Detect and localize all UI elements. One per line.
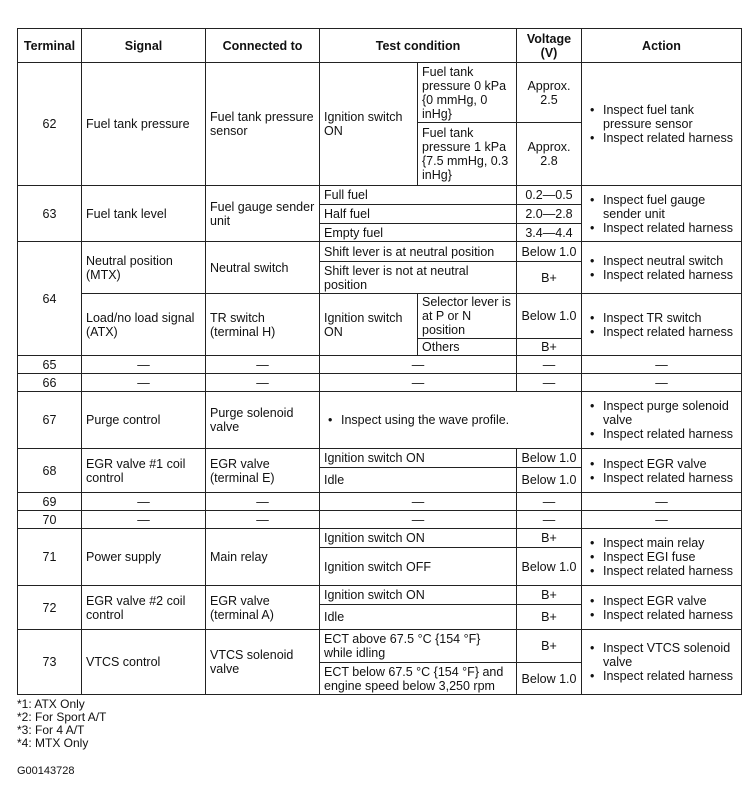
condition-cell: Ignition switch OFF [320, 548, 517, 586]
table-row [18, 392, 742, 449]
action-item: • Inspect fuel gauge sender unit [603, 193, 737, 221]
action-cell [582, 392, 742, 449]
table-row [18, 63, 742, 123]
voltage-cell: Below 1.0 [517, 663, 582, 695]
terminal-cell: 62 [18, 63, 82, 186]
voltage-cell: — [517, 356, 582, 374]
condition-cell: — [320, 493, 517, 511]
table-row [18, 493, 742, 511]
voltage-cell: Below 1.0 [517, 242, 582, 262]
condition-cell: Full fuel [320, 186, 517, 205]
action-cell [582, 294, 742, 356]
voltage-cell: Below 1.0 [517, 294, 582, 339]
action-item: • Inspect related harness [603, 564, 737, 578]
condition-cell: ECT below 67.5 °C {154 °F} and engine speed below 3,250 rpm [320, 663, 517, 695]
action-item: • Inspect main relay [603, 536, 737, 550]
table-row [18, 294, 742, 339]
terminal-cell: 67 [18, 392, 82, 449]
footnote: *1: ATX Only [17, 697, 85, 711]
header-action: Action [582, 29, 742, 63]
terminal-cell: 66 [18, 374, 82, 392]
voltage-cell: Approx. 2.5 [517, 63, 582, 123]
action-item: • Inspect purge solenoid valve [603, 399, 737, 427]
voltage-cell: — [517, 493, 582, 511]
action-item: • Inspect EGI fuse [603, 550, 737, 564]
connected-cell: — [206, 374, 320, 392]
connected-cell: — [206, 493, 320, 511]
footnote: *3: For 4 A/T [17, 723, 85, 737]
connected-cell: Purge solenoid valve [206, 392, 320, 449]
voltage-cell: Below 1.0 [517, 468, 582, 493]
signal-cell: EGR valve #1 coil control [82, 449, 206, 493]
signal-cell: — [82, 374, 206, 392]
condition-cell: — [320, 356, 517, 374]
header-signal: Signal [82, 29, 206, 63]
action-cell: — [582, 511, 742, 529]
terminal-cell: 65 [18, 356, 82, 374]
footnotes [17, 698, 106, 750]
condition-cell [320, 392, 582, 449]
condition-cell: Ignition switch ON [320, 529, 517, 548]
signal-cell: — [82, 356, 206, 374]
condition-cell: Half fuel [320, 205, 517, 224]
action-item: • Inspect related harness [603, 221, 737, 235]
voltage-cell: B+ [517, 262, 582, 294]
table-row [18, 356, 742, 374]
connected-cell: — [206, 511, 320, 529]
connected-cell: Main relay [206, 529, 320, 586]
table-row [18, 242, 742, 262]
signal-cell: Purge control [82, 392, 206, 449]
footnote: *4: MTX Only [17, 736, 89, 750]
figure-id: G00143728 [17, 765, 75, 777]
action-cell [582, 529, 742, 586]
signal-cell: EGR valve #2 coil control [82, 586, 206, 630]
voltage-cell: Approx. 2.8 [517, 123, 582, 186]
condition-cell: Ignition switch ON [320, 586, 517, 605]
table-header-row [18, 29, 742, 63]
header-terminal: Terminal [18, 29, 82, 63]
voltage-cell: B+ [517, 630, 582, 663]
table-row [18, 529, 742, 548]
terminal-cell: 68 [18, 449, 82, 493]
connected-cell: EGR valve (terminal A) [206, 586, 320, 630]
wave-profile-note: • Inspect using the wave profile. [341, 413, 577, 427]
terminal-cell: 63 [18, 186, 82, 242]
action-cell [582, 586, 742, 630]
voltage-cell: Below 1.0 [517, 449, 582, 468]
connected-cell: Neutral switch [206, 242, 320, 294]
connected-cell: Fuel tank pressure sensor [206, 63, 320, 186]
terminal-voltage-table [17, 28, 742, 695]
connected-cell: TR switch (terminal H) [206, 294, 320, 356]
footnote: *2: For Sport A/T [17, 710, 107, 724]
condition-cell: Idle [320, 605, 517, 630]
terminal-cell: 71 [18, 529, 82, 586]
action-cell [582, 186, 742, 242]
action-cell [582, 63, 742, 186]
table-row [18, 449, 742, 468]
condition-cell: Empty fuel [320, 224, 517, 242]
header-test-condition: Test condition [320, 29, 517, 63]
action-item: • Inspect VTCS solenoid valve [603, 641, 737, 669]
action-item: • Inspect related harness [603, 268, 737, 282]
signal-cell: Power supply [82, 529, 206, 586]
condition-cell: Ignition switch ON [320, 63, 418, 186]
subcondition-cell: Others [418, 339, 517, 356]
connected-cell: Fuel gauge sender unit [206, 186, 320, 242]
header-connected-to: Connected to [206, 29, 320, 63]
voltage-cell: — [517, 511, 582, 529]
signal-cell: Neutral position (MTX) [82, 242, 206, 294]
header-voltage: Voltage (V) [517, 29, 582, 63]
table-row [18, 586, 742, 605]
action-item: • Inspect EGR valve [603, 457, 737, 471]
condition-cell: ECT above 67.5 °C {154 °F} while idling [320, 630, 517, 663]
action-cell [582, 449, 742, 493]
table-row [18, 511, 742, 529]
signal-cell: VTCS control [82, 630, 206, 695]
voltage-cell: B+ [517, 339, 582, 356]
terminal-cell: 72 [18, 586, 82, 630]
voltage-cell: B+ [517, 586, 582, 605]
terminal-cell: 64 [18, 242, 82, 356]
table-row [18, 630, 742, 663]
action-item: • Inspect related harness [603, 471, 737, 485]
condition-cell: Shift lever is not at neutral position [320, 262, 517, 294]
voltage-cell: 0.2—0.5 [517, 186, 582, 205]
subcondition-cell: Selector lever is at P or N position [418, 294, 517, 339]
condition-cell: Idle [320, 468, 517, 493]
action-cell [582, 630, 742, 695]
signal-cell: Fuel tank pressure [82, 63, 206, 186]
action-item: • Inspect fuel tank pressure sensor [603, 103, 737, 131]
subcondition-cell: Fuel tank pressure 0 kPa {0 mmHg, 0 inHg} [418, 63, 517, 123]
connected-cell: EGR valve (terminal E) [206, 449, 320, 493]
action-cell: — [582, 493, 742, 511]
table-row [18, 186, 742, 205]
terminal-cell: 73 [18, 630, 82, 695]
action-cell: — [582, 356, 742, 374]
table-row [18, 374, 742, 392]
connected-cell: VTCS solenoid valve [206, 630, 320, 695]
voltage-cell: — [517, 374, 582, 392]
action-item: • Inspect related harness [603, 608, 737, 622]
signal-cell: Load/no load signal (ATX) [82, 294, 206, 356]
subcondition-cell: Fuel tank pressure 1 kPa {7.5 mmHg, 0.3 inHg} [418, 123, 517, 186]
action-item: • Inspect EGR valve [603, 594, 737, 608]
action-item: • Inspect related harness [603, 131, 737, 145]
voltage-cell: Below 1.0 [517, 548, 582, 586]
condition-cell: Ignition switch ON [320, 294, 418, 356]
signal-cell: — [82, 511, 206, 529]
action-item: • Inspect neutral switch [603, 254, 737, 268]
condition-cell: Shift lever is at neutral position [320, 242, 517, 262]
voltage-cell: B+ [517, 529, 582, 548]
voltage-cell: B+ [517, 605, 582, 630]
action-cell [582, 242, 742, 294]
condition-cell: Ignition switch ON [320, 449, 517, 468]
voltage-cell: 3.4—4.4 [517, 224, 582, 242]
action-item: • Inspect related harness [603, 325, 737, 339]
terminal-cell: 69 [18, 493, 82, 511]
voltage-cell: 2.0—2.8 [517, 205, 582, 224]
signal-cell: — [82, 493, 206, 511]
condition-cell: — [320, 511, 517, 529]
terminal-cell: 70 [18, 511, 82, 529]
signal-cell: Fuel tank level [82, 186, 206, 242]
connected-cell: — [206, 356, 320, 374]
action-cell: — [582, 374, 742, 392]
condition-cell: — [320, 374, 517, 392]
action-item: • Inspect related harness [603, 427, 737, 441]
action-item: • Inspect related harness [603, 669, 737, 683]
action-item: • Inspect TR switch [603, 311, 737, 325]
